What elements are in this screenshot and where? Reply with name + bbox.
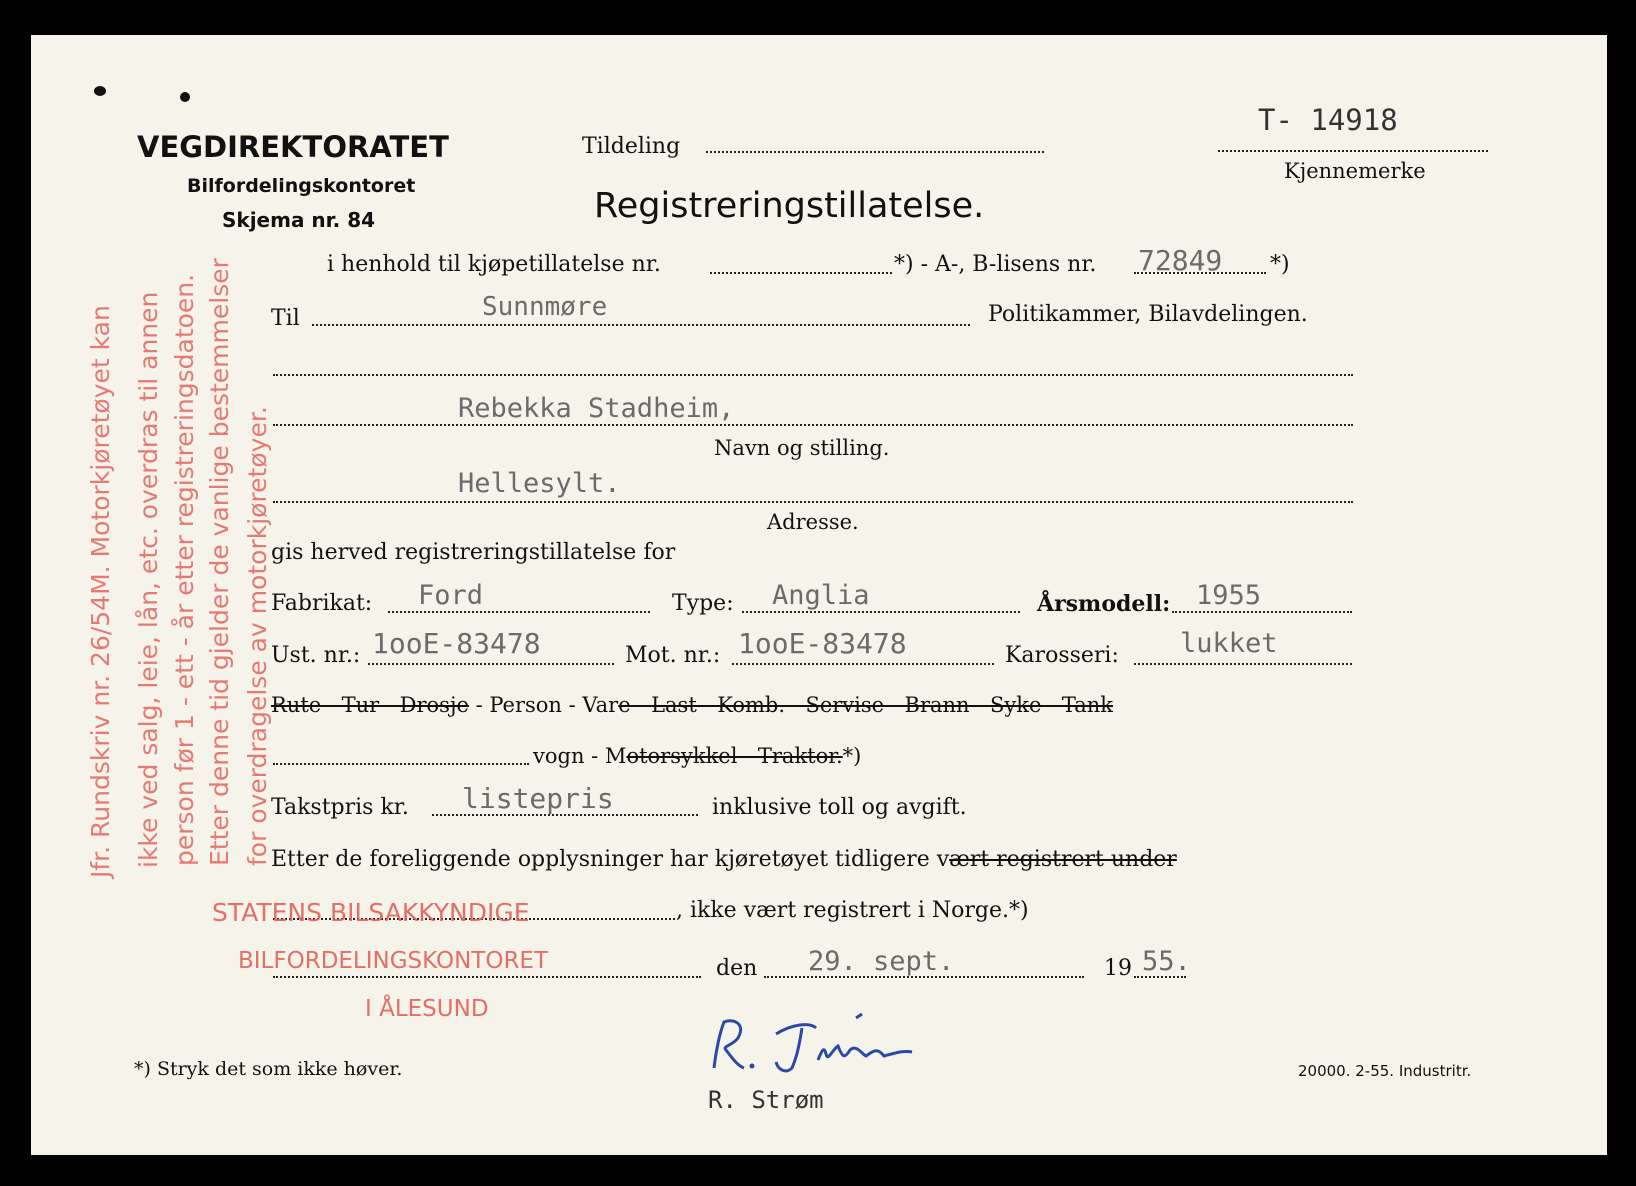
permit-number-line <box>710 272 892 274</box>
history-text: Etter de foreliggende opplysninger har kjøretøyet tidligere v <box>271 847 950 872</box>
struck-history: ært registrert under <box>949 847 1177 872</box>
punch-mark <box>180 92 190 102</box>
make-line <box>388 611 650 613</box>
price-line <box>432 814 698 816</box>
plate-caption: Kjennemerke <box>1284 159 1426 183</box>
vehicle-categories <box>271 693 1113 717</box>
district-line <box>312 324 970 326</box>
chassis-label: Ust. nr.: <box>271 643 361 668</box>
side-note-line-2: ikke ved salg, leie, lån, etc. overdras til annen <box>134 291 163 868</box>
vogn-end: *) <box>842 744 862 768</box>
make-label: Fabrikat: <box>271 591 373 616</box>
date-den: den <box>716 956 758 981</box>
signatory-name: R. Strøm <box>708 1086 824 1114</box>
chassis-line <box>368 663 614 665</box>
struck-categories: e - Last - Komb. - Servise - Brann - Syke - Tank <box>618 693 1114 717</box>
side-note-line-5: for overdragelse av motorkjøretøyer. <box>243 406 272 866</box>
history-text-2: , ikke vært registrert i Norge.*) <box>676 898 1029 923</box>
punch-mark <box>94 86 106 96</box>
struck-vehicle-types: otorsykkel - Traktor. <box>626 744 843 768</box>
category-person: - Person - Var <box>468 693 619 717</box>
year-value: 1955 <box>1196 580 1262 611</box>
to-label: Til <box>271 306 300 331</box>
make-value: Ford <box>418 580 484 611</box>
permit-end: *) <box>1270 252 1290 277</box>
license-number: 72849 <box>1138 244 1223 277</box>
person-address: Hellesylt. <box>458 468 621 499</box>
type-line <box>742 611 1020 613</box>
body-line <box>1134 663 1352 665</box>
date-year-line <box>1134 976 1186 978</box>
vogn-label: vogn - M <box>533 744 627 768</box>
side-note-line-3: person før 1 - ett - år etter registreringsdatoen. <box>170 273 199 866</box>
stamp-line-3: I ÅLESUND <box>365 996 489 1022</box>
stamp-line-1: STATENS BILSAKKYNDIGE <box>212 898 530 927</box>
body-label: Karosseri: <box>1005 643 1119 668</box>
license-line <box>1134 272 1266 274</box>
year-label: Årsmodell: <box>1037 591 1171 617</box>
tildeling-label: Tildeling <box>582 134 681 159</box>
type-label: Type: <box>672 591 734 616</box>
type-value: Anglia <box>772 580 870 611</box>
stamp-line-2: BILFORDELINGSKONTORET <box>238 948 549 974</box>
blank-line <box>273 374 1353 376</box>
name-line <box>273 424 1353 426</box>
agency-name: VEGDIREKTORATET <box>137 130 449 164</box>
chassis-number: 1ooE-83478 <box>372 627 541 660</box>
side-note-line-1: Jfr. Rundskriv nr. 26/54M. Motorkjøretøyet kan <box>86 305 115 878</box>
office-name: Bilfordelingskontoret <box>187 175 416 197</box>
footer-note: *) Stryk det som ikke høver. <box>134 1058 403 1080</box>
authority-label: Politikammer, Bilavdelingen. <box>988 302 1308 327</box>
permit-mid: *) - A-, B-lisens nr. <box>894 252 1097 277</box>
struck-categories: Rute - Tur - Drosje <box>271 693 469 717</box>
place-line <box>273 976 701 978</box>
engine-line <box>732 663 994 665</box>
form-number: Skjema nr. 84 <box>222 208 376 232</box>
handwritten-signature <box>706 1010 936 1080</box>
date-year-suffix: 55. <box>1142 946 1191 977</box>
document-title: Registreringstillatelse. <box>594 186 985 226</box>
body-value: lukket <box>1180 628 1278 659</box>
address-caption: Adresse. <box>767 510 859 534</box>
name-caption: Navn og stilling. <box>714 436 890 460</box>
date-day: 29. sept. <box>808 946 955 977</box>
print-info: 20000. 2-55. Industritr. <box>1298 1062 1472 1080</box>
date-line <box>764 976 1084 978</box>
year-line <box>1172 611 1352 613</box>
engine-label: Mot. nr.: <box>625 643 721 668</box>
engine-number: 1ooE-83478 <box>738 627 907 660</box>
permit-prefix: i henhold til kjøpetillatelse nr. <box>327 252 661 277</box>
vogn-row <box>533 744 861 768</box>
registration-plate: T- 14918 <box>1258 103 1398 137</box>
tildeling-line <box>706 151 1044 153</box>
price-value: listepris <box>462 782 614 815</box>
price-label: Takstpris kr. <box>271 795 409 820</box>
date-year-prefix: 19 <box>1104 956 1132 981</box>
address-line <box>273 501 1353 503</box>
person-name: Rebekka Stadheim, <box>458 393 735 424</box>
side-note-line-4: Etter denne tid gjelder de vanlige bestemmelser <box>205 258 234 866</box>
history-line <box>271 847 1177 872</box>
grant-text: gis herved registreringstillatelse for <box>271 540 676 565</box>
district-value: Sunnmøre <box>482 292 608 322</box>
plate-line <box>1218 150 1488 152</box>
vogn-line <box>273 763 529 765</box>
price-suffix: inklusive toll og avgift. <box>712 795 967 820</box>
